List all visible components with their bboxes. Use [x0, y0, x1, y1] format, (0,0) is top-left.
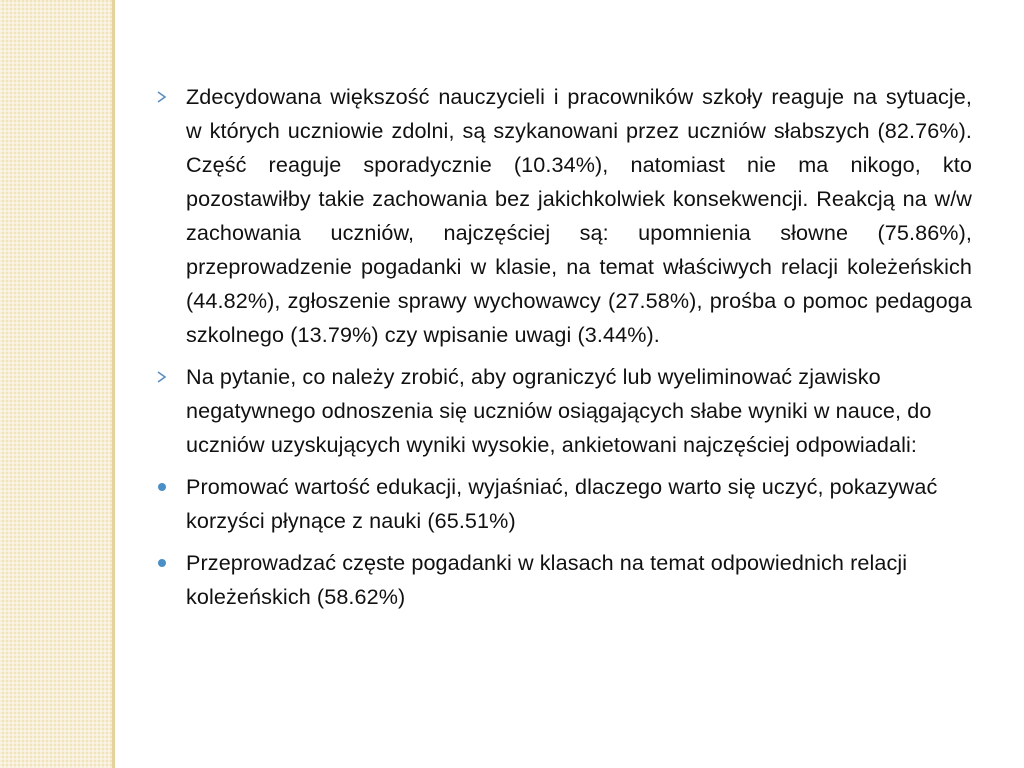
bullet-text: Promować wartość edukacji, wyjaśniać, dlaczego warto się uczyć, pokazywać korzyści płynące z nauki (65.51%)	[186, 474, 938, 533]
decorative-side-band	[0, 0, 112, 768]
slide-content	[150, 80, 972, 622]
bullet-item-survey-results	[150, 80, 972, 352]
arrow-bullet-icon	[150, 80, 174, 114]
bullet-item-answer-talks	[150, 546, 972, 614]
bullet-text: Na pytanie, co należy zrobić, aby ograniczyć lub wyeliminować zjawisko negatywnego odnoszenia się uczniów osiągających słabe wyniki w nauce, do uczniów uzyskujących wyniki wysokie, ankietowani najczęściej odpowiadali:	[186, 364, 932, 457]
dot-bullet-icon	[150, 546, 174, 580]
arrow-bullet-icon	[150, 360, 174, 394]
bullet-item-question	[150, 360, 972, 462]
bullet-text: Zdecydowana większość nauczycieli i pracowników szkoły reaguje na sytuacje, w których uczniowie zdolni, są szykanowani przez uczniów słabszych (82.76%). Część reaguje sporadycznie (10.34%), natomiast nie ma nikogo, kto pozostawiłby takie zachowania bez jakichkolwiek konsekwencji. Reakcją na w/w zachowania uczniów, najczęściej są: upomnienia słowne (75.86%), przeprowadzenie pogadanki w klasie, na temat właściwych relacji koleżeńskich (44.82%), zgłoszenie sprawy wychowawcy (27.58%), prośba o pomoc pedagoga szkolnego (13.79%) czy wpisanie uwagi (3.44%).	[186, 84, 972, 347]
dot-bullet-icon	[150, 470, 174, 504]
bullet-text: Przeprowadzać częste pogadanki w klasach na temat odpowiednich relacji koleżeńskich (58.62%)	[186, 550, 908, 609]
bullet-item-answer-education	[150, 470, 972, 538]
side-band-edge	[112, 0, 115, 768]
